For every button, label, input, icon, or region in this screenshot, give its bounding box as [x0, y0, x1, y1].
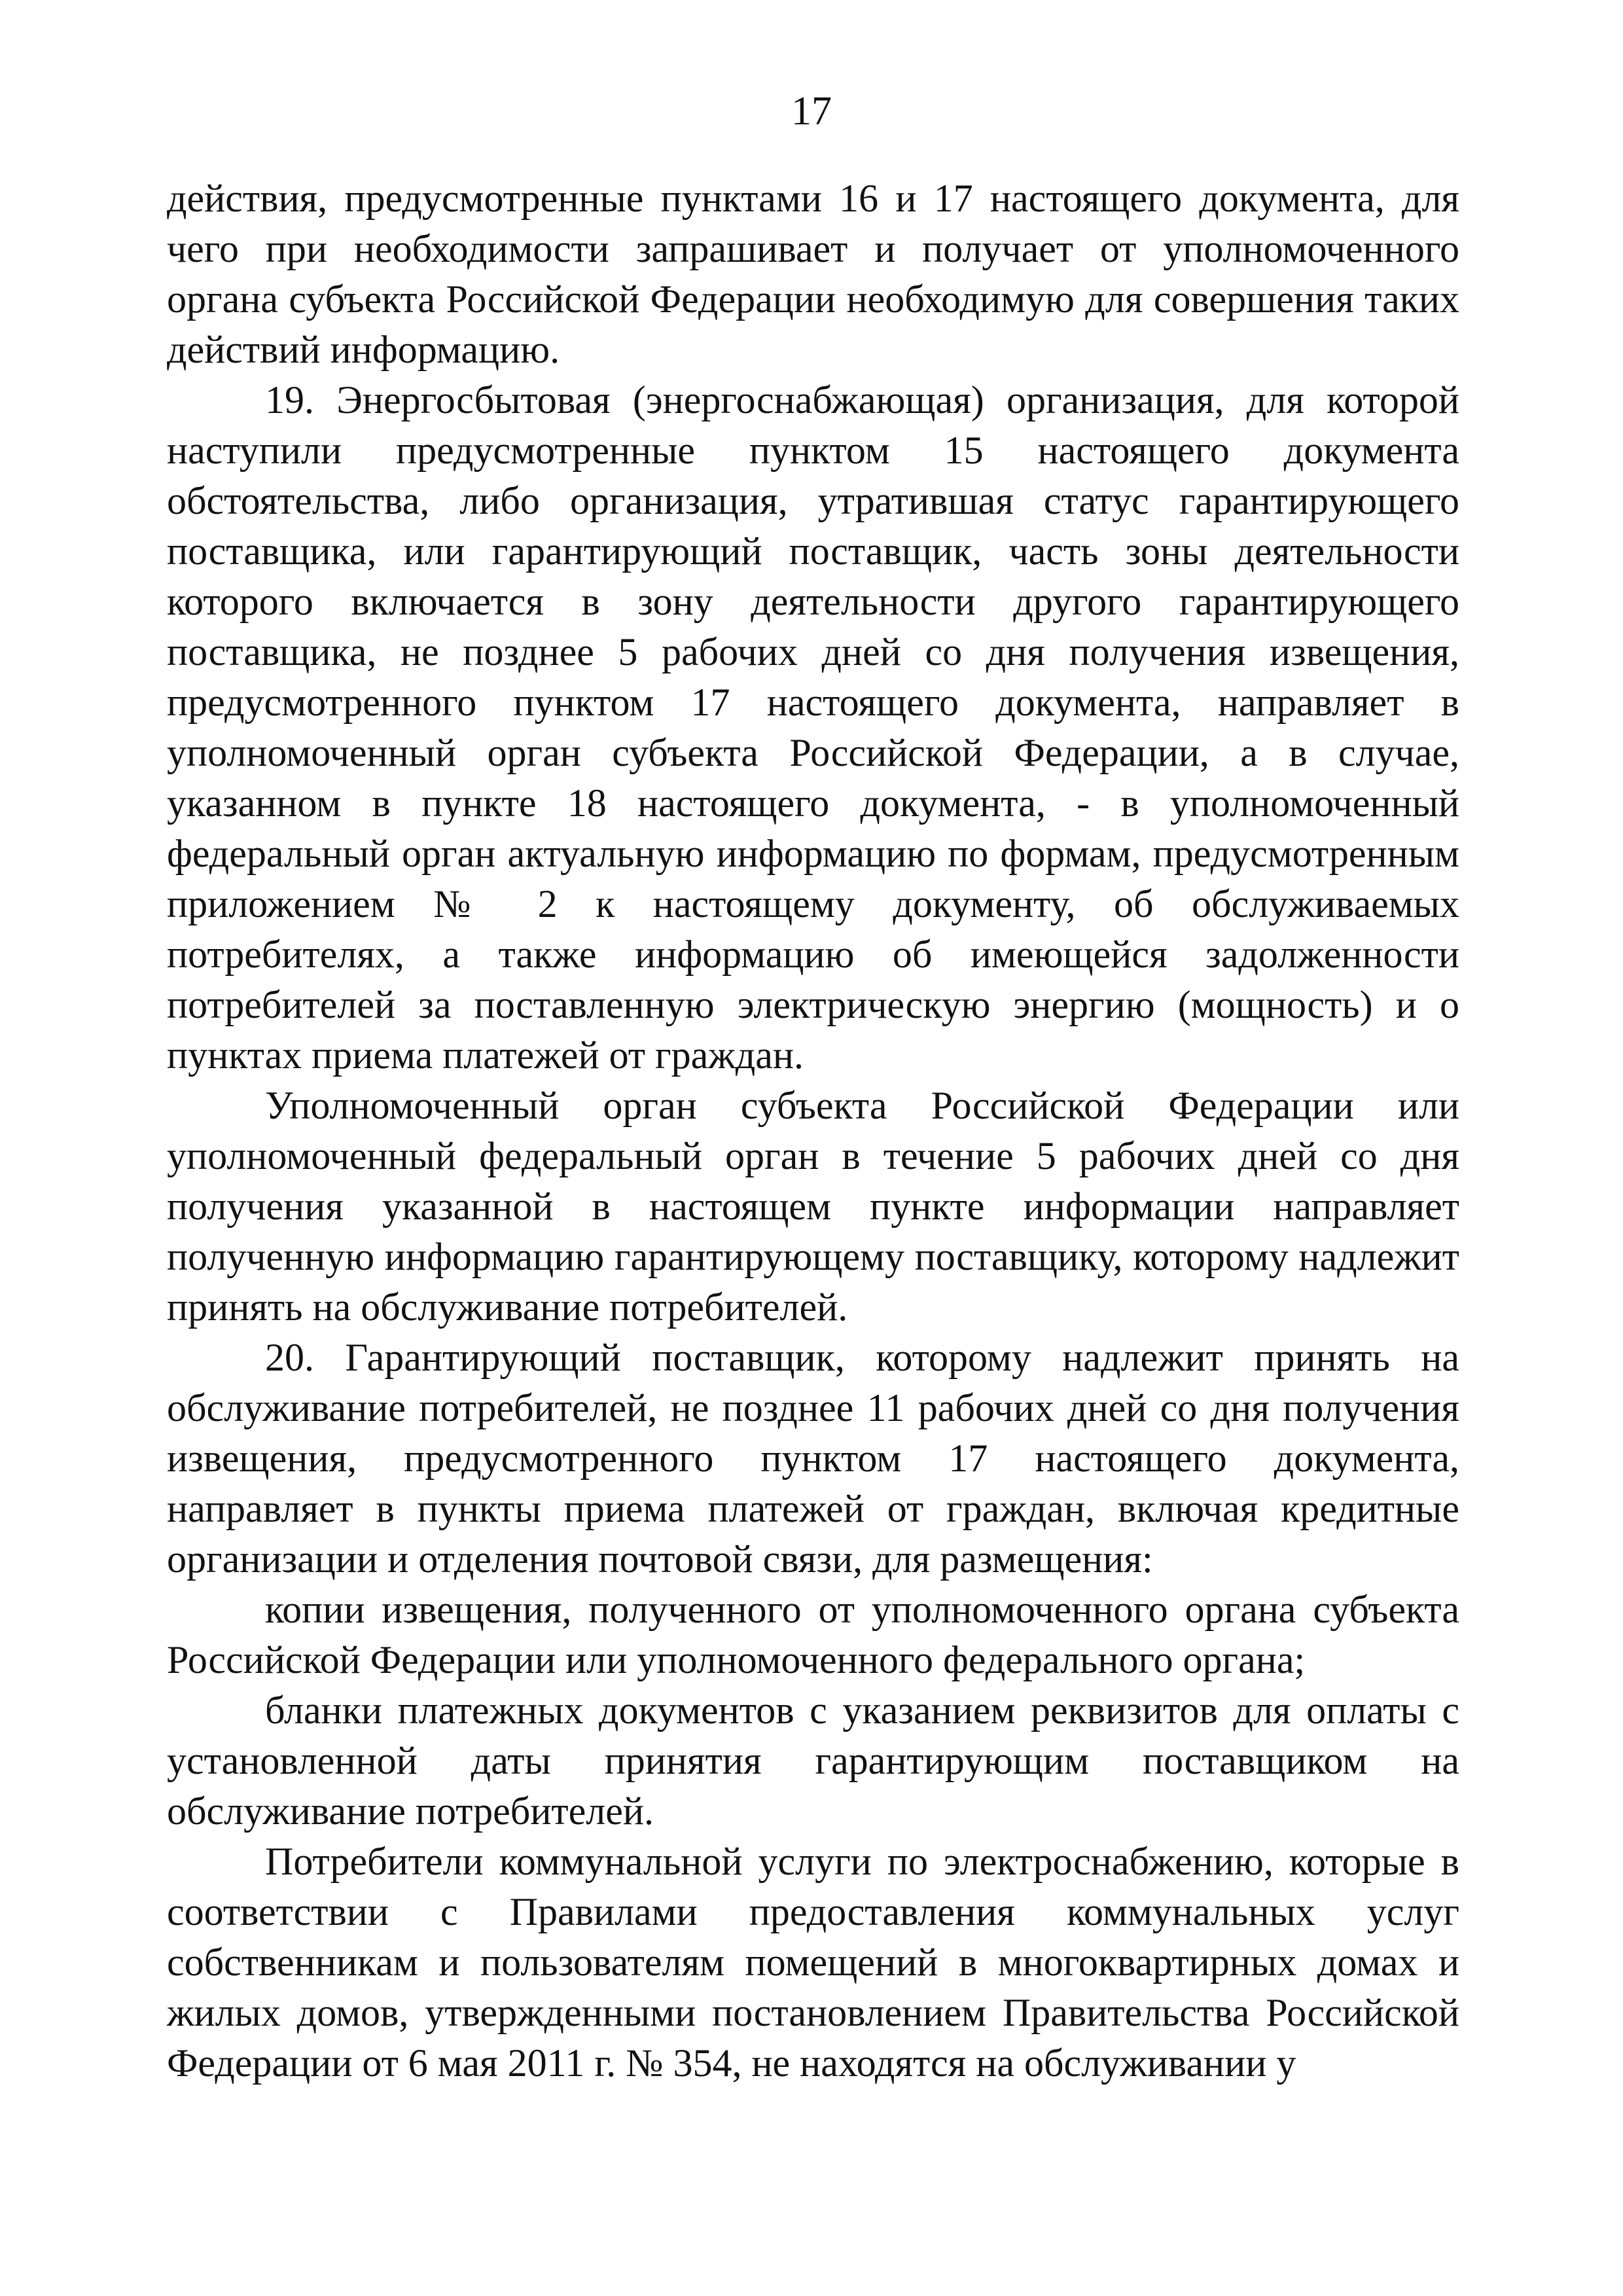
paragraph-continuation: действия, предусмотренные пунктами 16 и 17 настоящего документа, для чего при необходимости запрашивает и получает от уполномоченного органа субъекта Российской Федерации необходимую для совершения таких действий информацию. [167, 177, 1459, 371]
paragraph-item-19: 19. Энергосбытовая (энергоснабжающая) организация, для которой наступили предусмотренные пунктом 15 настоящего документа обстоятельства, либо организация, утратившая статус гарантирующего поставщика, или гарантирующий поставщик, часть зоны деятельности которого включается в зону деятельности другого гарантирующего поставщика, не позднее 5 рабочих дней со дня получения извещения, предусмотренного пунктом 17 настоящего документа, направляет в уполномоченный орган субъекта Российской Федерации, а в случае, указанном в пункте 18 настоящего документа, - в уполномоченный федеральный орган актуальную информацию по формам, предусмотренным приложением № 2 к настоящему документу, об обслуживаемых потребителях, а также информацию об имеющейся задолженности потребителей за поставленную электрическую энергию (мощность) и о пунктах приема платежей от граждан. [167, 378, 1459, 1077]
paragraph-utility-consumers: Потребители коммунальной услуги по электроснабжению, которые в соответствии с Правилами предоставления коммунальных услуг собственникам и пользователям помещений в многоквартирных домах и жилых домов, утвержденными постановлением Правительства Российской Федерации от 6 мая 2011 г. № 354, не находятся на обслуживании у [167, 1840, 1459, 2085]
paragraph-item-20: 20. Гарантирующий поставщик, которому надлежит принять на обслуживание потребителей, не позднее 11 рабочих дней со дня получения извещения, предусмотренного пунктом 17 настоящего документа, направляет в пункты приема платежей от граждан, включая кредитные организации и отделения почтовой связи, для размещения: [167, 1336, 1459, 1581]
paragraph-payment-forms: бланки платежных документов с указанием реквизитов для оплаты с установленной даты принятия гарантирующим поставщиком на обслуживание потребителей. [167, 1689, 1459, 1833]
document-body [167, 173, 1459, 2089]
paragraph-notice-copies: копии извещения, полученного от уполномоченного органа субъекта Российской Федерации или уполномоченного федерального органа; [167, 1588, 1459, 1681]
page-number: 17 [791, 89, 832, 134]
paragraph-authority-forwarding: Уполномоченный орган субъекта Российской Федерации или уполномоченный федеральный орган в течение 5 рабочих дней со дня получения указанной в настоящем пункте информации направляет полученную информацию гарантирующему поставщику, которому надлежит принять на обслуживание потребителей. [167, 1084, 1459, 1329]
